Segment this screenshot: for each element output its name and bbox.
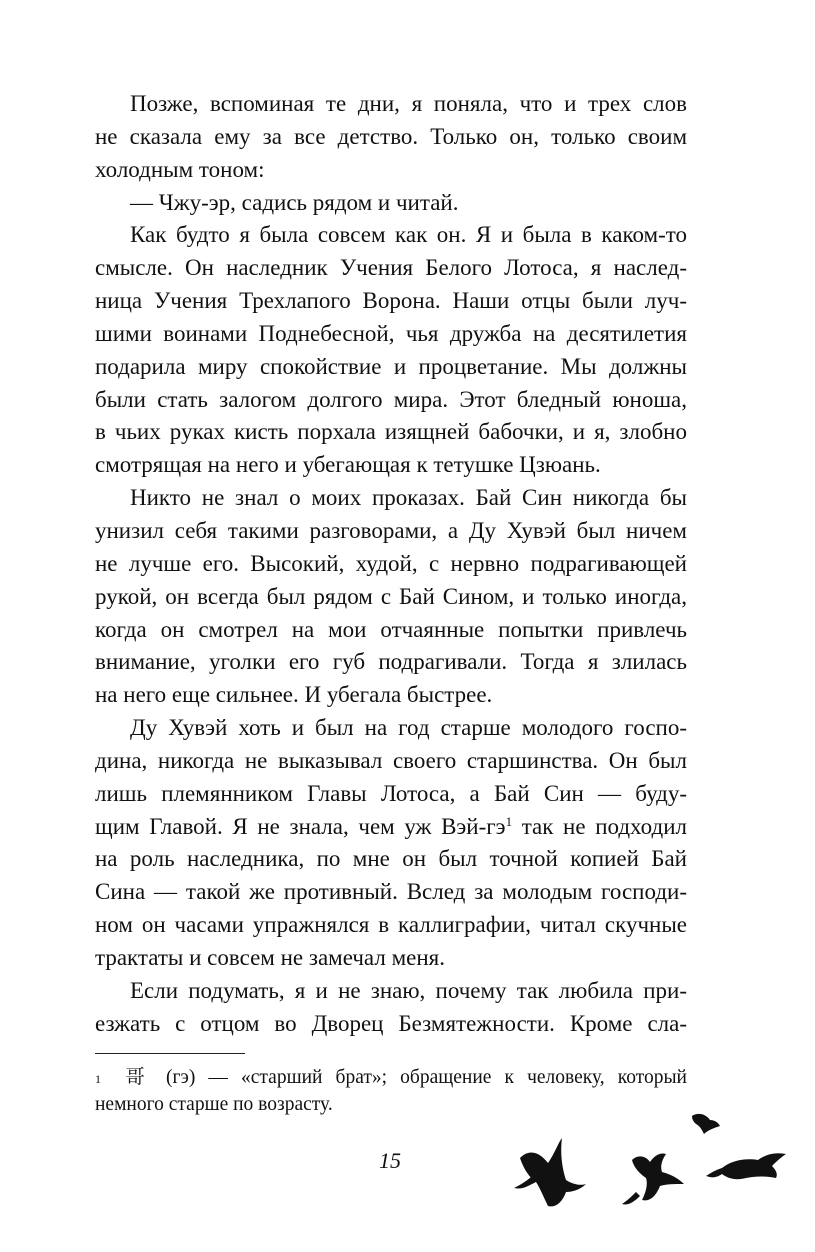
text-line: когда он смотрел на мои отчаянные попытки привлечь [95, 616, 687, 642]
text-line: ница Учения Трехлапого Ворона. Наши отцы были луч- [95, 288, 687, 314]
text-line: смотрящая на него и убегающая к тетушке Цзюань. [95, 452, 601, 478]
footnote-divider [95, 1053, 245, 1054]
page-number: 15 [379, 1148, 401, 1173]
text-line: щим Главой. Я не знала, чем уж Вэй-$гэ^1$ так не подходил [95, 813, 688, 839]
text-line: Как будто я была совсем как он. Я и была в каком-то [130, 222, 687, 248]
text-line: внимание, уголки его губ подрагивали. Тогда я злилась [95, 649, 687, 675]
text-line: в чьих руках кисть порхала изящней бабочки, и я, злобно [95, 419, 687, 445]
body-text [95, 88, 687, 1040]
footnote-number: 1 [95, 1072, 101, 1086]
footnote-line-2: немного старше по возрасту. [95, 1094, 333, 1115]
crow-icon [622, 1153, 684, 1204]
text-line: холодным тоном: [95, 156, 265, 182]
text-line: подарила миру спокойствие и процветание. Мы должны [95, 353, 687, 379]
text-line: рукой, он всегда был рядом с Бай Сином, и только иногда, [95, 583, 687, 609]
text-line: шими воинами Поднебесной, чья дружба на десятилетия [95, 320, 687, 346]
text-line: на роль наследника, по мне он был точной копией Бай [95, 846, 687, 872]
text-line: были стать залогом долгого мира. Этот бледный юноша, [95, 386, 687, 412]
text-line: трактаты и совсем не замечал меня. [95, 944, 445, 970]
text-line: дина, никогда не выказывал своего старшинства. Он был [95, 747, 687, 773]
text-line: унизил себя такими разговорами, а Ду Хувэй был ничем [95, 517, 687, 543]
text-line: на него еще сильнее. И убегала быстрее. [95, 682, 493, 708]
text-line: смысле. Он наследник Учения Белого Лотоса, я наслед- [95, 255, 687, 281]
crow-illustration [500, 1108, 800, 1218]
text-line: Позже, вспоминая те дни, я поняла, что и трех слов [130, 91, 687, 116]
footnote-line-1: $^1$ 哥 (гэ) — «старший брат»; обращение к человеку, который [95, 1067, 687, 1088]
text-line: лишь племянником Главы Лотоса, а Бай Син — буду- [95, 780, 687, 806]
text-line: Ду Хувэй хоть и был на год старше молодого госпо- [130, 715, 687, 741]
text-line: Если подумать, я и не знаю, почему так любила при- [130, 977, 687, 1003]
text-line: Никто не знал о моих проказах. Бай Син никогда бы [130, 485, 687, 511]
text-line: не сказала ему за все детство. Только он, только своим [95, 123, 687, 149]
text-line: езжать с отцом во Дворец Безмятежности. Кроме сла- [95, 1010, 687, 1036]
text-line: — Чжу-эр, садись рядом и читай. [130, 189, 459, 215]
footnote-ref[interactable]: 1 [505, 813, 513, 829]
crow-icon [706, 1153, 786, 1179]
crow-icon [514, 1138, 586, 1206]
text-line: не лучше его. Высокий, худой, с нервно подрагивающей [95, 550, 687, 576]
crow-icon [692, 1114, 720, 1134]
text-line: Сина — такой же противный. Вслед за молодым господи- [95, 879, 687, 905]
text-line: ном он часами упражнялся в каллиграфии, читал скучные [95, 912, 687, 938]
